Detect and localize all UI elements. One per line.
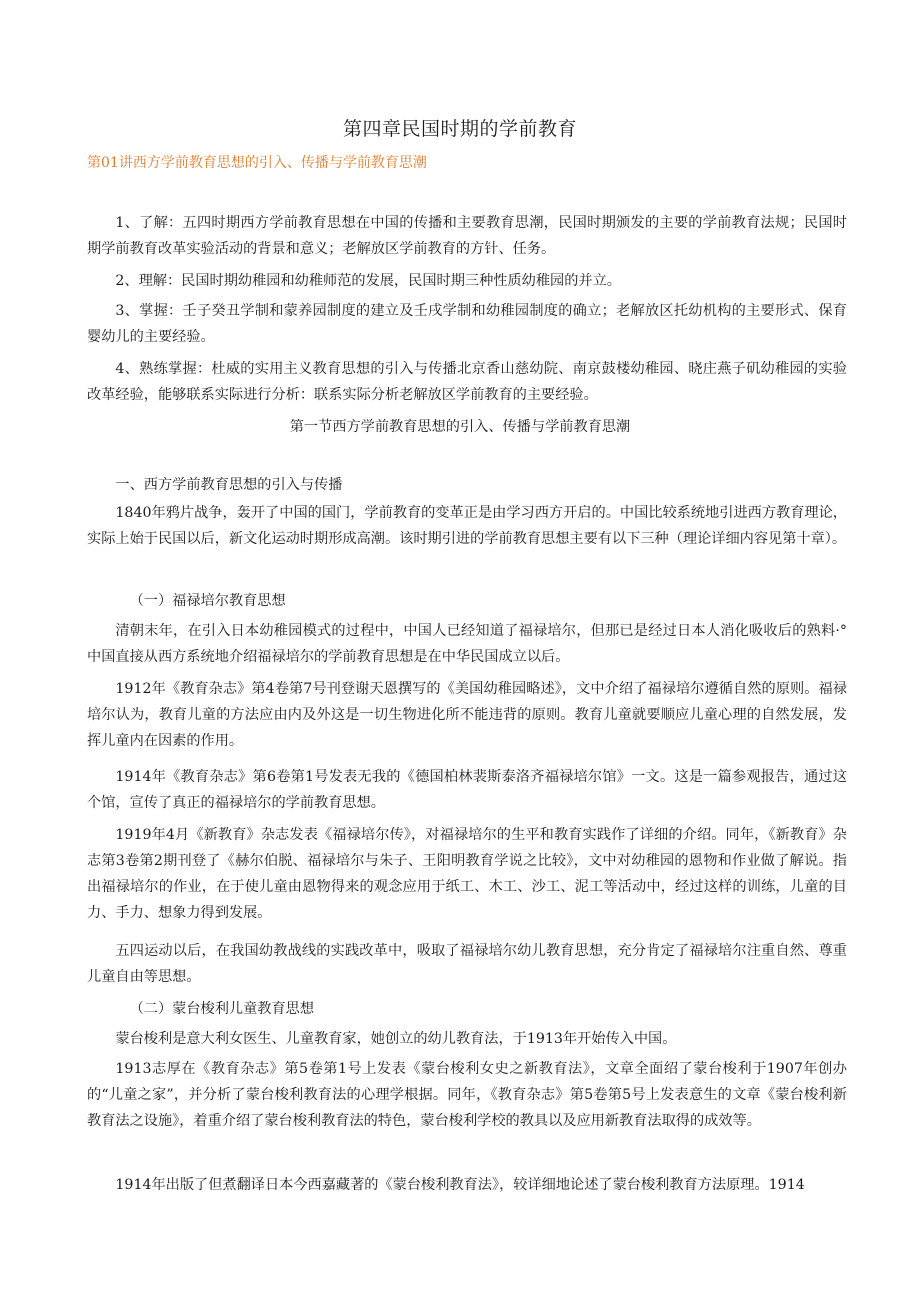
froebel-para-3: 1914年《教育杂志》第6卷第1号发表无我的《德国柏林裴斯泰洛齐福禄培尔馆》一文。这是一篇参观报告，通过这个馆，宣传了真正的福禄培尔的学前教育思想。 (87, 769, 847, 811)
objective-4: 4、熟练掌握：杜威的实用主义教育思想的引入与传播北京香山慈幼院、南京鼓楼幼稚园、晓庄燕子矶幼稚园的实验改革经验，能够联系实际进行分析：联系实际分析老解放区学前教育的主要经验。 (87, 361, 847, 403)
chapter-title: 第四章民国时期的学前教育 (342, 118, 577, 140)
montessori-para-1: 蒙台梭利是意大利女医生、儿童教育家，她创立的幼儿教育法，于1913年开始传入中国。 (115, 1031, 677, 1047)
part1-intro: 1840年鸦片战争，轰开了中国的国门，学前教育的变革正是由学习西方开启的。中国比较系统地引进西方教育理论，实际上始于民国以后，新文化运动时期形成高潮。该时期引进的学前教育思想主要有以下三种（理论详细内容见第十章）。 (87, 505, 847, 547)
section-title: 第一节西方学前教育思想的引入、传播与学前教育思潮 (289, 419, 631, 435)
froebel-heading: （一）福禄培尔教育思想 (129, 593, 286, 609)
froebel-para-4: 1919年4月《新教育》杂志发表《福禄培尔传》，对福禄培尔的生平和教育实践作了详细的介绍。同年，《新教育》杂志第3卷第2期刊登了《赫尔伯脱、福禄培尔与朱子、王阳明教育学说之比较》，文中对幼稚园的恩物和作业做了解说。指出福禄培尔的作业，在于使儿童由恩物得来的观念应用于纸工、木工、沙工、泥工等活动中，经过这样的训练，儿童的目力、手力、想象力得到发展。 (87, 827, 847, 921)
part1-heading: 一、西方学前教育思想的引入与传播 (115, 477, 343, 493)
froebel-para-2: 1912年《教育杂志》第4卷第7号刊登谢天恩撰写的《美国幼稚园略述》，文中介绍了福禄培尔遵循自然的原则。福禄培尔认为，教育儿童的方法应由内及外这是一切生物进化所不能违背的原则。教育儿童就要顺应儿童心理的自然发展，发挥儿童内在因素的作用。 (87, 681, 847, 749)
lecture-subtitle: 第01讲西方学前教育思想的引入、传播与学前教育思潮 (87, 155, 427, 171)
objective-2: 2、理解：民国时期幼稚园和幼稚师范的发展，民国时期三种性质幼稚园的并立。 (115, 273, 621, 289)
montessori-para-3: 1914年出版了但煮翻译日本今西嘉藏著的《蒙台梭利教育法》，较详细地论述了蒙台梭利教育方法原理。1914 (115, 1177, 805, 1193)
montessori-para-2: 1913志厚在《教育杂志》第5卷第1号上发表《蒙台梭利女史之新教育法》，文章全面绍了蒙台梭利于1907年创办的“儿童之家”，并分析了蒙台梭利教育法的心理学根据。同年，《教育杂志》第5卷第5号上发表意生的文章《蒙台梭利新教育法之设施》，着重介绍了蒙台梭利教育法的特色，蒙台梭利学校的教具以及应用新教育法取得的成效等。 (87, 1061, 847, 1129)
froebel-para-5: 五四运动以后，在我国幼教战线的实践改革中，吸取了福禄培尔幼儿教育思想，充分肯定了福禄培尔注重自然、尊重儿童自由等思想。 (87, 943, 847, 985)
objective-1: 1、了解：五四时期西方学前教育思想在中国的传播和主要教育思潮，民国时期颁发的主要的学前教育法规；民国时期学前教育改革实验活动的背景和意义；老解放区学前教育的方针、任务。 (87, 215, 847, 257)
montessori-heading: （二）蒙台梭利儿童教育思想 (129, 1001, 315, 1017)
froebel-para-1: 清朝末年，在引入日本幼稚园模式的过程中，中国人已经知道了福禄培尔，但那已是经过日本人消化吸收后的熟料·° 中国直接从西方系统地介绍福禄培尔的学前教育思想是在中华民国成立以后。 (87, 623, 847, 665)
objective-3: 3、掌握：壬子癸丑学制和蒙养园制度的建立及壬戌学制和幼稚园制度的确立；老解放区托幼机构的主要形式、保育婴幼儿的主要经验。 (87, 303, 847, 345)
